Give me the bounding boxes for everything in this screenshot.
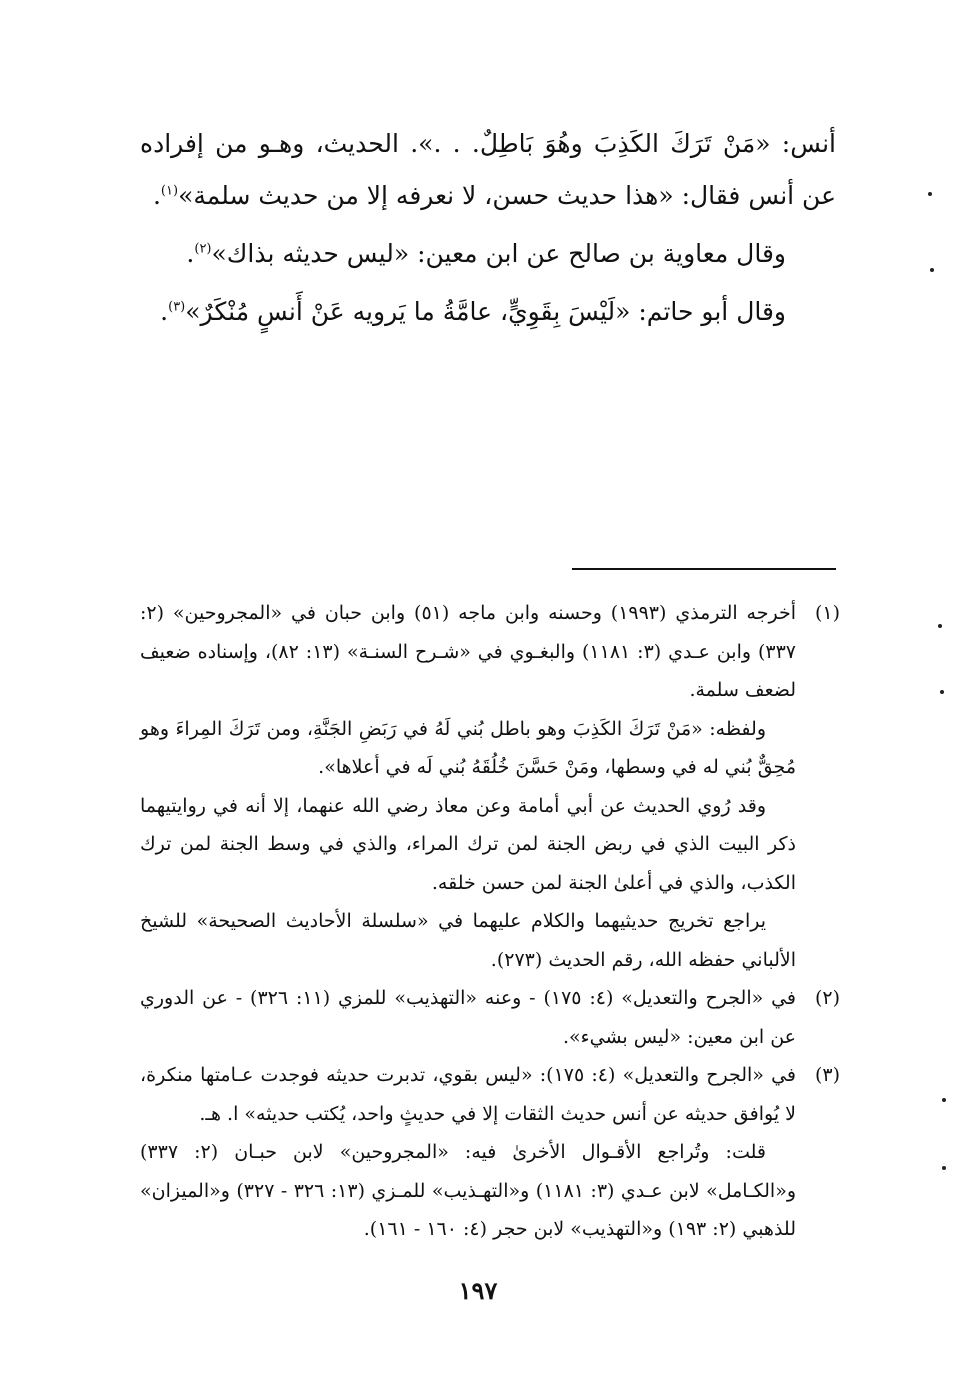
footnote-2 (140, 979, 840, 1056)
footnote-body (140, 979, 796, 1056)
main-text (140, 118, 836, 338)
footnote-number: (٢) (814, 987, 840, 1009)
scan-speck (930, 268, 934, 272)
scan-speck (938, 624, 942, 628)
scan-speck (942, 1166, 946, 1170)
footnote-ref-3[interactable]: (٣) (168, 299, 186, 315)
main-paragraph-2: وقال معاوية بن صالح عن ابن معين: «ليس حديثه بذاك»$^{(٢)}$. (186, 239, 786, 268)
footnote-body (140, 1056, 796, 1249)
footnote-1 (140, 594, 840, 979)
main-paragraph-3: وقال أبو حاتم: «لَيْسَ بِقَوِيٍّ، عامَّةُ ما يَرويه عَنْ أَنسٍ مُنْكَرٌ»$^{(٣)}$. (160, 297, 786, 326)
footnote-paragraph: قلت: وتُراجع الأقـوال الأخرىٰ فيه: «المجروحين» لابن حبـان (٢: ٣٣٧) و«الكـامل» لابن عـدي (٣: ١١٨١) و«التهـذيب» للمـزي (١٣: ٣٢٦ - ٣٢٧) و«الميزان» للذهبي (٢: ١٩٣) و«التهذيب» لابن حجر (٤: ١٦٠ - ١٦١). (140, 1141, 796, 1240)
footnote-3 (140, 1056, 840, 1249)
main-paragraph-1: أنس: «مَنْ تَرَكَ الكَذِبَ وهُوَ بَاطِلٌ. . .». الحديث، وهـو من إفراده عن أنس فقال: «هذا حديث حسن، لا نعرفه إلا من حديث سلمة»$^{(١)}$. (140, 129, 836, 210)
footnote-paragraph: في «الجرح والتعديل» (٤: ١٧٥): «ليس بقوي، تدبرت حديثه فوجدت عـامتها منكرة، لا يُوافق حديثه عن أنس حديث الثقات إلا في حديثٍ واحد، يُكتب حديثه» ا. هـ. (140, 1064, 796, 1125)
footnote-number: (٣) (814, 1064, 840, 1086)
page-number: ١٩٧ (458, 1276, 498, 1305)
footnote-ref-1[interactable]: (١) (160, 183, 179, 199)
footnote-paragraph: في «الجرح والتعديل» (٤: ١٧٥) - وعنه «التهذيب» للمزي (١١: ٣٢٦) - عن الدوري عن ابن معين: «ليس بشيء». (140, 987, 796, 1048)
footnote-paragraph: أخرجه الترمذي (١٩٩٣) وحسنه وابن ماجه (٥١) وابن حبان في «المجروحين» (٢: ٣٣٧) وابن عـدي (٣: ١١٨١) والبغـوي في «شـرح السنـة» (١٣: ٨٢)، وإسناده ضعيف لضعف سلمة. (140, 602, 796, 701)
footnote-ref-2[interactable]: (٢) (194, 241, 212, 257)
scan-speck (928, 192, 932, 196)
footnote-paragraph: ولفظه: «مَنْ تَرَكَ الكَذِبَ وهو باطل بُني لَهُ في رَبَضِ الجَنَّةِ، ومن تَرَكَ المِراءَ وهو مُحِقٌّ بُني له في وسطها، ومَنْ حَسَّنَ خُلُقَهُ بُني لَه في أعلاها». (140, 717, 796, 778)
footnote-body (140, 594, 796, 979)
scan-speck (940, 690, 944, 694)
footnote-paragraph: يراجع تخريج حديثيهما والكلام عليهما في «سلسلة الأحاديث الصحيحة» للشيخ الألباني حفظه الله، رقم الحديث (٢٧٣). (140, 910, 796, 971)
scan-speck (942, 1098, 946, 1102)
footnote-paragraph: وقد رُوي الحديث عن أبي أمامة وعن معاذ رضي الله عنهما، إلا أنه في روايتيهما ذكر البيت الذي في ربض الجنة لمن ترك المراء، والذي في وسط الجنة لمن ترك الكذب، والذي في أعلىٰ الجنة لمن حسن خلقه. (140, 794, 796, 894)
footnotes (140, 594, 840, 1249)
footnote-number: (١) (814, 602, 840, 624)
footnote-separator (572, 568, 836, 570)
